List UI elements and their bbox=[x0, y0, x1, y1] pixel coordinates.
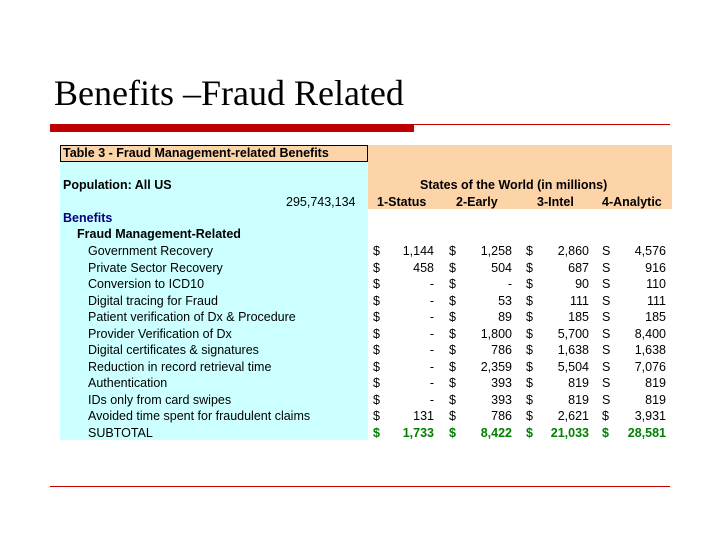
currency-symbol: $ bbox=[526, 277, 533, 291]
currency-symbol: $ bbox=[602, 426, 609, 440]
currency-symbol: $ bbox=[373, 343, 380, 357]
currency-symbol: $ bbox=[373, 360, 380, 374]
cell-value: 393 bbox=[491, 393, 512, 407]
title-accent-bar bbox=[50, 124, 414, 132]
currency-symbol: $ bbox=[526, 343, 533, 357]
row-label: IDs only from card swipes bbox=[88, 393, 232, 407]
currency-symbol: S bbox=[602, 393, 611, 407]
cell-value: 458 bbox=[413, 261, 434, 275]
currency-symbol: $ bbox=[449, 261, 456, 275]
column-header-2: 2-Early bbox=[456, 195, 498, 209]
subtotal-label: SUBTOTAL bbox=[88, 426, 153, 440]
population-value: 295,743,134 bbox=[286, 195, 356, 209]
cell-value: 111 bbox=[646, 294, 666, 308]
currency-symbol: $ bbox=[449, 277, 456, 291]
currency-symbol: S bbox=[602, 277, 611, 291]
cell-value: 819 bbox=[645, 376, 666, 390]
currency-symbol: $ bbox=[449, 343, 456, 357]
cell-value: 131 bbox=[413, 409, 434, 423]
currency-symbol: $ bbox=[373, 376, 380, 390]
subtotal-value: 8,422 bbox=[480, 426, 512, 440]
currency-symbol: $ bbox=[449, 393, 456, 407]
currency-symbol: $ bbox=[526, 244, 533, 258]
currency-symbol: $ bbox=[602, 409, 609, 423]
slide-title: Benefits –Fraud Related bbox=[54, 73, 404, 113]
column-header-4: 4-Analytic bbox=[602, 195, 662, 209]
cell-value: - bbox=[507, 277, 512, 291]
currency-symbol: $ bbox=[449, 244, 456, 258]
currency-symbol: S bbox=[602, 310, 611, 324]
cell-value: 5,700 bbox=[557, 327, 589, 341]
cell-value: - bbox=[429, 376, 434, 390]
cell-value: 819 bbox=[568, 393, 589, 407]
cell-value: 90 bbox=[575, 277, 589, 291]
row-label: Avoided time spent for fraudulent claims bbox=[88, 409, 311, 423]
cell-value: 7,076 bbox=[634, 360, 666, 374]
currency-symbol: S bbox=[602, 343, 611, 357]
title-rule bbox=[414, 124, 670, 125]
cell-value: - bbox=[429, 277, 434, 291]
subtotal-value: 21,033 bbox=[550, 426, 589, 440]
currency-symbol: $ bbox=[373, 261, 380, 275]
currency-symbol: $ bbox=[373, 294, 380, 308]
cell-value: 504 bbox=[491, 261, 512, 275]
cell-value: 53 bbox=[498, 294, 512, 308]
subsection-label: Fraud Management-Related bbox=[77, 227, 241, 241]
currency-symbol: $ bbox=[526, 393, 533, 407]
cell-value: 916 bbox=[645, 261, 666, 275]
cell-value: 1,638 bbox=[634, 343, 666, 357]
cell-value: - bbox=[429, 327, 434, 341]
row-label: Reduction in record retrieval time bbox=[88, 360, 272, 374]
currency-symbol: $ bbox=[449, 409, 456, 423]
row-label: Patient verification of Dx & Procedure bbox=[88, 310, 296, 324]
currency-symbol: $ bbox=[373, 244, 380, 258]
cell-value: 5,504 bbox=[557, 360, 589, 374]
currency-symbol: $ bbox=[449, 360, 456, 374]
cell-value: 185 bbox=[568, 310, 589, 324]
currency-symbol: S bbox=[602, 244, 611, 258]
table-caption: Table 3 - Fraud Management-related Benefits bbox=[63, 146, 329, 160]
currency-symbol: $ bbox=[449, 376, 456, 390]
states-header: States of the World (in millions) bbox=[420, 178, 608, 192]
cell-value: - bbox=[429, 310, 434, 324]
cell-value: 2,621 bbox=[557, 409, 589, 423]
column-header-3: 3-Intel bbox=[537, 195, 574, 209]
cell-value: 4,576 bbox=[634, 244, 666, 258]
currency-symbol: $ bbox=[526, 294, 533, 308]
row-label: Digital certificates & signatures bbox=[88, 343, 259, 357]
row-label: Government Recovery bbox=[88, 244, 214, 258]
row-label: Digital tracing for Fraud bbox=[88, 294, 218, 308]
currency-symbol: S bbox=[602, 360, 611, 374]
cell-value: 819 bbox=[568, 376, 589, 390]
cell-value: 185 bbox=[645, 310, 666, 324]
subtotal-value: 28,581 bbox=[627, 426, 666, 440]
cell-value: - bbox=[429, 360, 434, 374]
currency-symbol: $ bbox=[526, 360, 533, 374]
row-label: Authentication bbox=[88, 376, 168, 390]
cell-value: 89 bbox=[498, 310, 512, 324]
currency-symbol: $ bbox=[449, 294, 456, 308]
row-label: Private Sector Recovery bbox=[88, 261, 223, 275]
cell-value: 2,860 bbox=[557, 244, 589, 258]
cell-value: 110 bbox=[646, 277, 666, 291]
row-label: Provider Verification of Dx bbox=[88, 327, 232, 341]
currency-symbol: $ bbox=[373, 409, 380, 423]
currency-symbol: $ bbox=[449, 327, 456, 341]
currency-symbol: S bbox=[602, 261, 611, 275]
cell-value: 819 bbox=[645, 393, 666, 407]
currency-symbol: $ bbox=[526, 426, 533, 440]
section-label: Benefits bbox=[63, 211, 113, 225]
cell-value: 1,144 bbox=[402, 244, 434, 258]
currency-symbol: $ bbox=[373, 310, 380, 324]
currency-symbol: $ bbox=[373, 426, 380, 440]
currency-symbol: $ bbox=[373, 277, 380, 291]
currency-symbol: S bbox=[602, 294, 611, 308]
currency-symbol: $ bbox=[373, 327, 380, 341]
currency-symbol: $ bbox=[526, 327, 533, 341]
cell-value: 111 bbox=[569, 294, 589, 308]
cell-value: - bbox=[429, 294, 434, 308]
currency-symbol: $ bbox=[526, 409, 533, 423]
footer-rule bbox=[50, 486, 670, 487]
cell-value: 786 bbox=[491, 409, 512, 423]
cell-value: - bbox=[429, 343, 434, 357]
column-header-1: 1-Status bbox=[377, 195, 427, 209]
cell-value: 1,800 bbox=[480, 327, 512, 341]
currency-symbol: $ bbox=[449, 426, 456, 440]
cell-value: 786 bbox=[491, 343, 512, 357]
currency-symbol: $ bbox=[526, 261, 533, 275]
cell-value: 8,400 bbox=[634, 327, 666, 341]
cell-value: - bbox=[429, 393, 434, 407]
currency-symbol: $ bbox=[526, 310, 533, 324]
currency-symbol: $ bbox=[526, 376, 533, 390]
cell-value: 3,931 bbox=[634, 409, 666, 423]
cell-value: 393 bbox=[491, 376, 512, 390]
row-label: Conversion to ICD10 bbox=[88, 277, 205, 291]
subtotal-value: 1,733 bbox=[402, 426, 434, 440]
currency-symbol: $ bbox=[373, 393, 380, 407]
cell-value: 1,638 bbox=[557, 343, 589, 357]
cell-value: 1,258 bbox=[480, 244, 512, 258]
cell-value: 2,359 bbox=[480, 360, 512, 374]
currency-symbol: S bbox=[602, 327, 611, 341]
population-label: Population: All US bbox=[63, 178, 172, 192]
currency-symbol: S bbox=[602, 376, 611, 390]
cell-value: 687 bbox=[568, 261, 589, 275]
currency-symbol: $ bbox=[449, 310, 456, 324]
